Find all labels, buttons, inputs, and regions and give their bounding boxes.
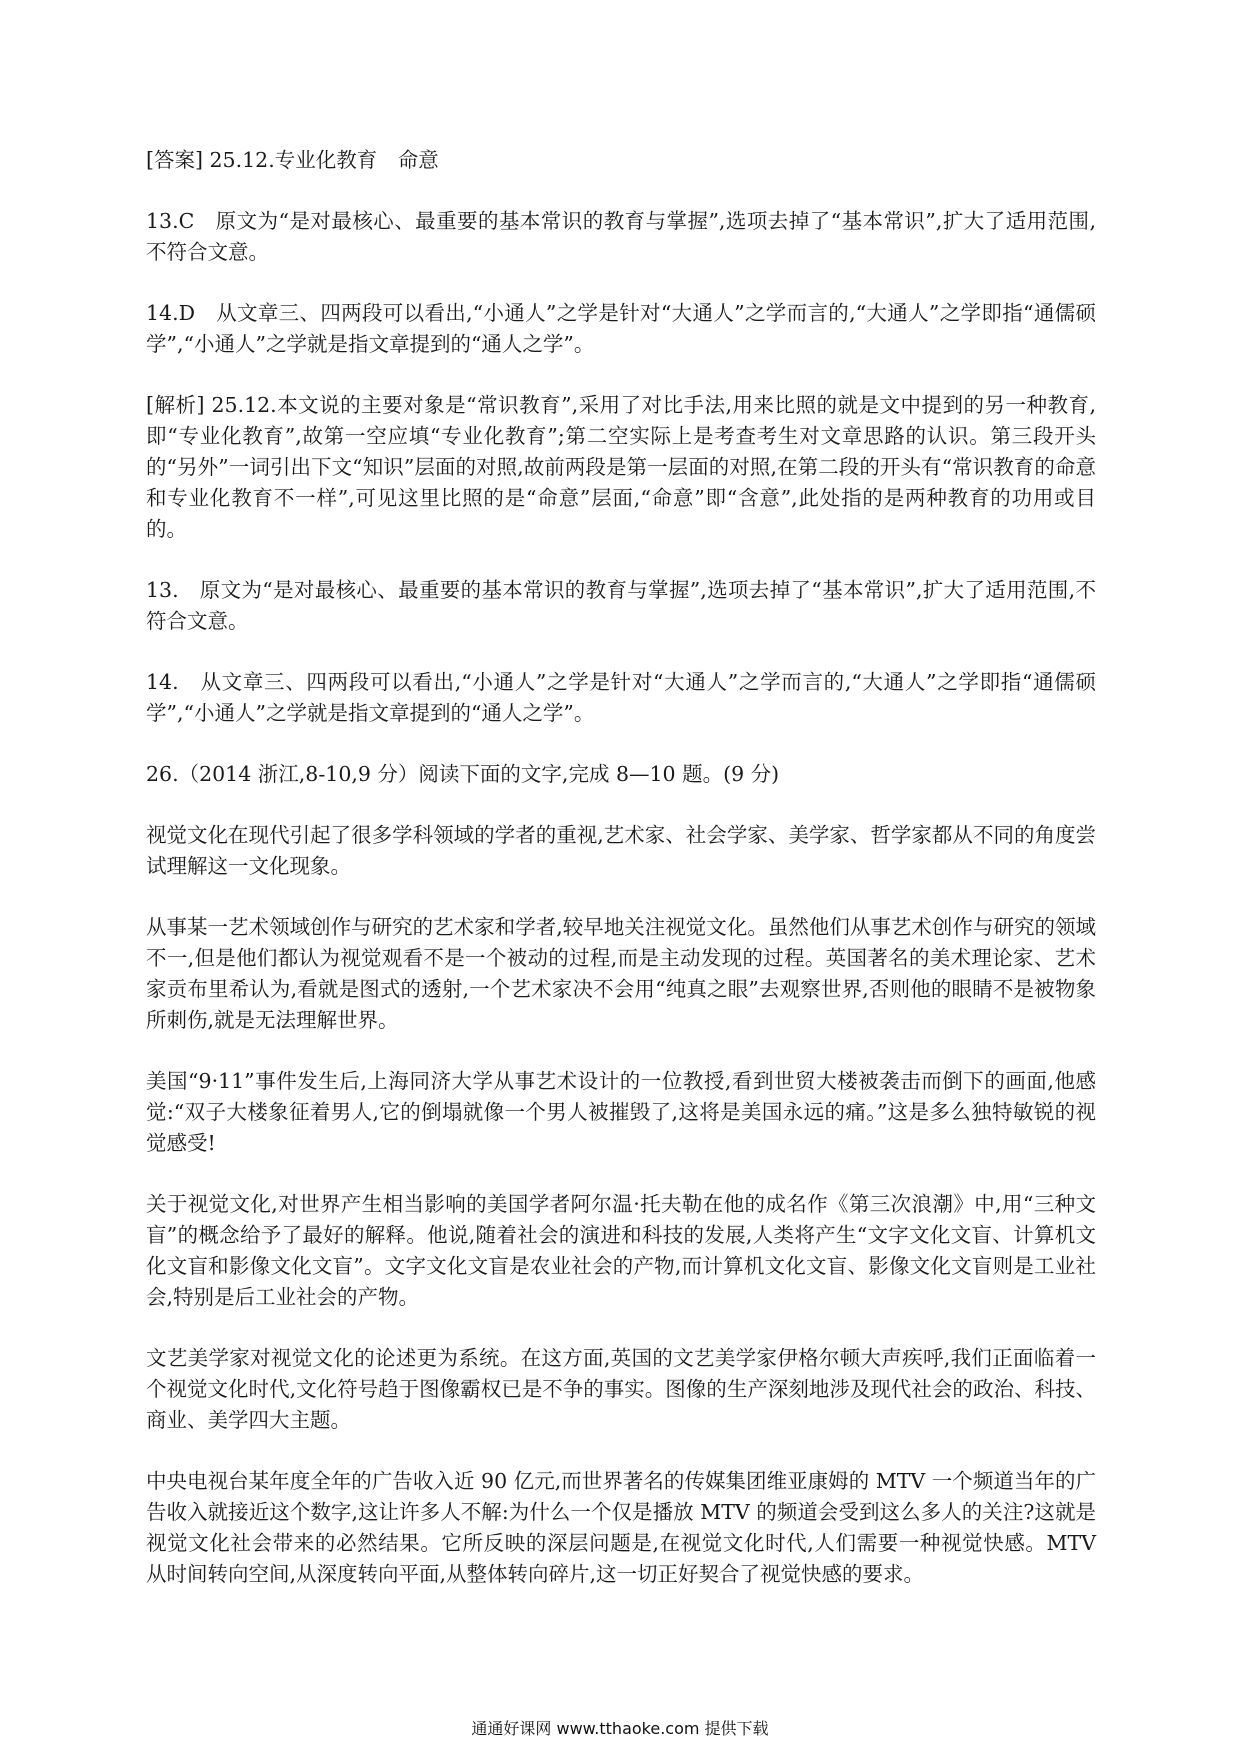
analysis-13: 13. 原文为“是对最核心、最重要的基本常识的教育与掌握”,选项去掉了“基本常识”,扩大了适用范围,不符合文意。: [146, 578, 1096, 633]
analysis-paragraph: [解析] 25.12.本文说的主要对象是“常识教育”,采用了对比手法,用来比照的就是文中提到的另一种教育,即“专业化教育”,故第一空应填“专业化教育”;第二空实际上是考查考生对文章思路的认识。第三段开头的“另外”一词引出下文“知识”层面的对照,故前两段是第一层面的对照,在第二段的开头有“常识教育的命意和专业化教育不一样”,可见这里比照的是“命意”层面,“命意”即“含意”,此处指的是两种教育的功用或目的。: [146, 393, 1096, 541]
passage-paragraph-1: 视觉文化在现代引起了很多学科领域的学者的重视,艺术家、社会学家、美学家、哲学家都从不同的角度尝试理解这一文化现象。: [146, 823, 1096, 878]
passage-paragraph-5: 文艺美学家对视觉文化的论述更为系统。在这方面,英国的文艺美学家伊格尔顿大声疾呼,我们正面临着一个视觉文化时代,文化符号趋于图像霸权已是不争的事实。图像的生产深刻地涉及现代社会的政治、科技、商业、美学四大主题。: [146, 1346, 1096, 1432]
question-26-heading: 26.（2014 浙江,8-10,9 分）阅读下面的文字,完成 8—10 题。(9 分): [146, 762, 780, 786]
passage-paragraph-4: 关于视觉文化,对世界产生相当影响的美国学者阿尔温·托夫勒在他的成名作《第三次浪潮》中,用“三种文盲”的概念给予了最好的解释。他说,随着社会的演进和科技的发展,人类将产生“文字文化文盲、计算机文化文盲和影像文化文盲”。文字文化文盲是农业社会的产物,而计算机文化文盲、影像文化文盲则是工业社会,特别是后工业社会的产物。: [146, 1192, 1096, 1309]
answer-13c: 13.C 原文为“是对最核心、最重要的基本常识的教育与掌握”,选项去掉了“基本常识”,扩大了适用范围,不符合文意。: [146, 209, 1096, 264]
answer-14d: 14.D 从文章三、四两段可以看出,“小通人”之学是针对“大通人”之学而言的,“大通人”之学即指“通儒硕学”,“小通人”之学就是指文章提到的“通人之学”。: [146, 301, 1096, 356]
answer-line: [答案] 25.12.专业化教育 命意: [146, 148, 439, 172]
passage-paragraph-2: 从事某一艺术领域创作与研究的艺术家和学者,较早地关注视觉文化。虽然他们从事艺术创作与研究的领域不一,但是他们都认为视觉观看不是一个被动的过程,而是主动发现的过程。英国著名的美术理论家、艺术家贡布里希认为,看就是图式的透射,一个艺术家决不会用“纯真之眼”去观察世界,否则他的眼睛不是被物象所刺伤,就是无法理解世界。: [146, 915, 1096, 1032]
passage-paragraph-3: 美国“9·11”事件发生后,上海同济大学从事艺术设计的一位教授,看到世贸大楼被袭击而倒下的画面,他感觉:“双子大楼象征着男人,它的倒塌就像一个男人被摧毁了,这将是美国永远的痛。”这是多么独特敏锐的视觉感受!: [146, 1069, 1096, 1155]
document-body: [146, 145, 1096, 1620]
page-footer: 通通好课网 www.tthaoke.com 提供下载: [471, 1719, 769, 1738]
analysis-14: 14. 从文章三、四两段可以看出,“小通人”之学是针对“大通人”之学而言的,“大通人”之学即指“通儒硕学”,“小通人”之学就是指文章提到的“通人之学”。: [146, 670, 1096, 725]
passage-paragraph-6: 中央电视台某年度全年的广告收入近 90 亿元,而世界著名的传媒集团维亚康姆的 MTV 一个频道当年的广告收入就接近这个数字,这让许多人不解:为什么一个仅是播放 MTV 的频道会受到这么多人的关注?这就是视觉文化社会带来的必然结果。它所反映的深层问题是,在视觉文化时代,人们需要一种视觉快感。MTV 从时间转向空间,从深度转向平面,从整体转向碎片,这一切正好契合了视觉快感的要求。: [146, 1469, 1096, 1586]
